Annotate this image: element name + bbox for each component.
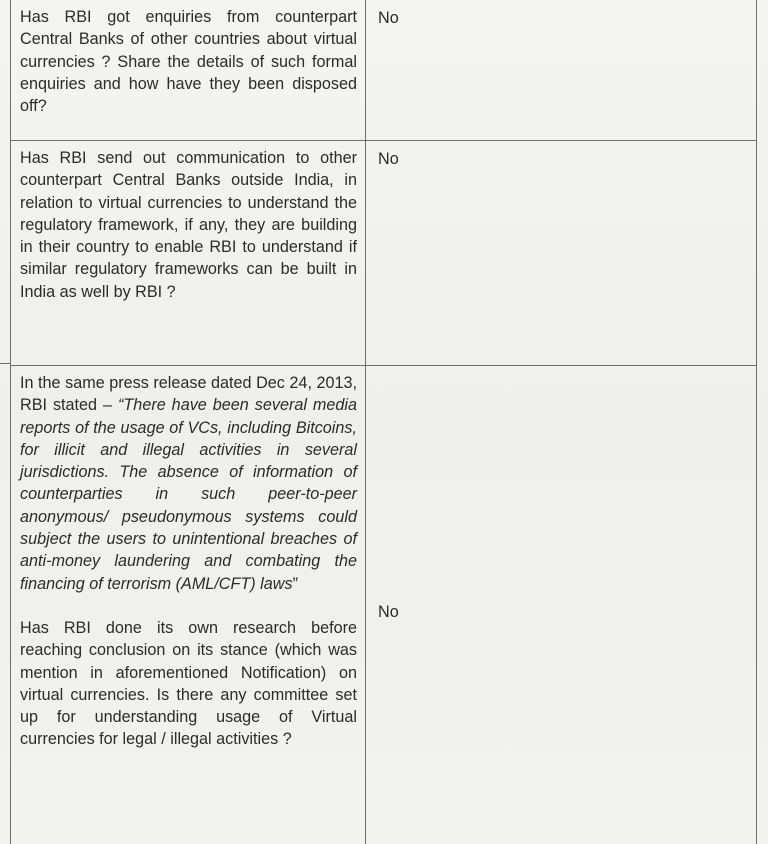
answer-text: No <box>366 141 756 170</box>
answer-cell <box>366 141 757 366</box>
answer-text: No <box>366 587 756 623</box>
press-release-paragraph <box>20 372 357 595</box>
table-row <box>11 141 757 366</box>
press-release-intro: In the same press release dated Dec 24, 2013, RBI stated – <box>20 374 357 414</box>
table-edge-mark <box>0 363 10 364</box>
table-row <box>11 0 757 141</box>
question-cell <box>11 366 366 844</box>
question-cell <box>11 0 366 141</box>
question-text: Has RBI send out communication to other counterpart Central Banks outside India, in relation to virtual currencies to understand the regulatory framework, if any, they are building in their country to enable RBI to understand if similar regulatory frameworks can be built in India as well by RBI ? <box>11 141 365 303</box>
question-block <box>11 366 365 751</box>
table-row <box>11 366 757 844</box>
answer-cell <box>366 366 757 844</box>
answer-text: No <box>366 0 756 29</box>
press-release-quote: “There have been several media reports of the usage of VCs, including Bitcoins, for illicit and illegal activities in several jurisdictions. The absence of information of counterparties in such peer-to-peer anonymous/ pseudonymous systems could subject the users to unintentional breaches of anti-money laundering and combating the financing of terrorism (AML/CFT) laws <box>20 396 357 592</box>
press-release-quote-end: ” <box>293 575 298 593</box>
question-text: Has RBI got enquiries from counterpart Central Banks of other countries about virtual currencies ? Share the details of such formal enquiries and how have they been disposed off? <box>11 0 365 117</box>
rti-qa-table <box>10 0 757 844</box>
question-cell <box>11 141 366 366</box>
followup-question: Has RBI done its own research before reaching conclusion on its stance (which was mention in aforementioned Notification) on virtual currencies. Is there any committee set up for understanding usage of Virtual currencies for legal / illegal activities ? <box>20 617 357 751</box>
answer-cell <box>366 0 757 141</box>
paragraph-gap <box>20 595 357 617</box>
